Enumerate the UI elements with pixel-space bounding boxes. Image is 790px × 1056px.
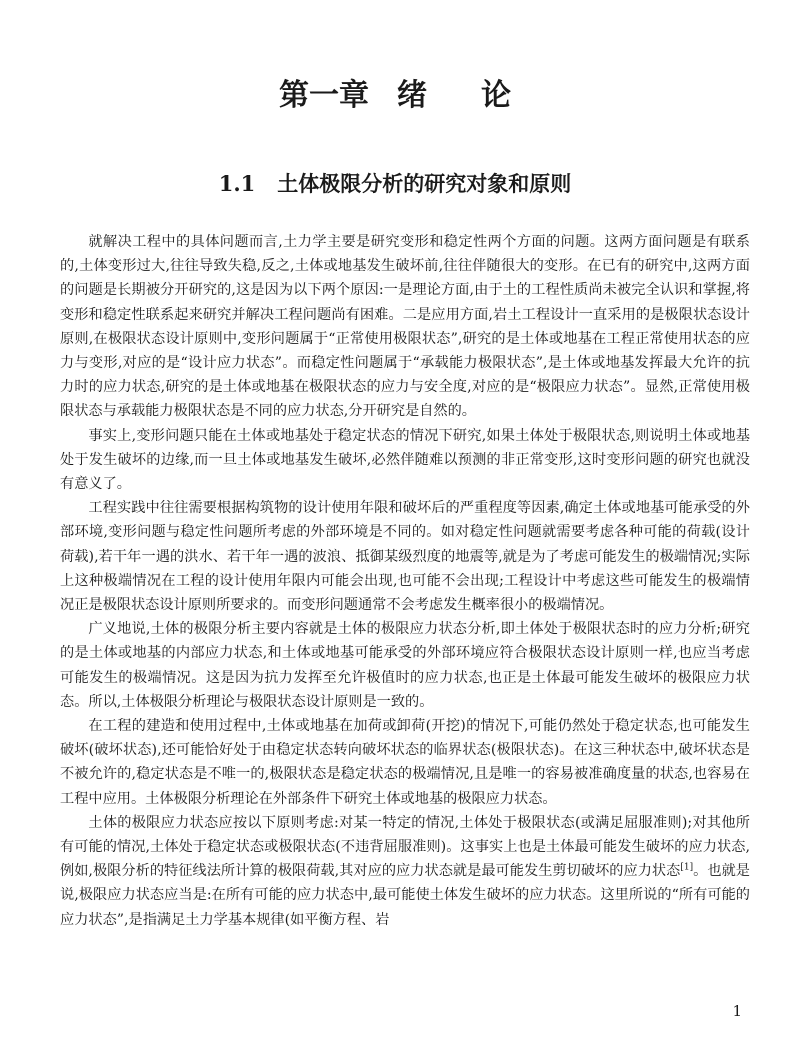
citation-reference: [1] [680, 862, 694, 873]
page-number: 1 [732, 1002, 742, 1020]
section-heading [0, 168, 790, 198]
paragraph-text: 土体的极限应力状态应按以下原则考虑:对某一特定的情况,土体处于极限状态(或满足屈服准则);对其他所有可能的情况,土体处于稳定状态或极限状态(不违背屈服准则)。这事实上也是土体最可能发生破坏的应力状态,例如,极限分析的特征线法所计算的极限荷载,其对应的应力状态就是最可能发生剪切破坏的应力状态 [60, 814, 750, 880]
paragraph-text: 。也就是说,极限应力状态应当是:在所有可能的应力状态中,最可能使土体发生破坏的应力状态。这里所说的“所有可能的应力状态”,是指满足土力学基本规律(如平衡方程、岩 [60, 863, 750, 928]
paragraph: 事实上,变形问题只能在土体或地基处于稳定状态的情况下研究,如果土体处于极限状态,则说明土体或地基处于发生破坏的边缘,而一旦土体或地基发生破坏,必然伴随难以预测的非正常变形,这时变形问题的研究也就没有意义了。 [60, 427, 750, 493]
chapter-title [0, 70, 790, 114]
chapter-word-2: 论 [481, 78, 511, 113]
chapter-word-1: 绪 [397, 78, 427, 113]
body-text [60, 230, 750, 932]
paragraph: 广义地说,土体的极限分析主要内容就是土体的极限应力状态分析,即土体处于极限状态时的应力分析;研究的是土体或地基的内部应力状态,和土体或地基可能承受的外部环境应符合极限状态设计原则一样,也应当考虑可能发生的极端情况。这是因为抗力发挥至允许极值时的应力状态,也正是土体最可能发生破坏的极限应力状态。所以,土体极限分析理论与极限状态设计原则是一致的。 [60, 621, 750, 710]
paragraph [60, 811, 750, 932]
section-number: 1.1 [218, 171, 256, 196]
chapter-label: 第一章 [279, 78, 369, 113]
paragraph: 就解决工程中的具体问题而言,土力学主要是研究变形和稳定性两个方面的问题。这两方面问题是有联系的,土体变形过大,往往导致失稳,反之,土体或地基发生破坏前,往往伴随很大的变形。在已有的研究中,这两方面的问题是长期被分开研究的,这是因为以下两个原因:一是理论方面,由于土的工程性质尚未被完全认识和掌握,将变形和稳定性联系起来研究并解决工程问题尚有困难。二是应用方面,岩土工程设计一直采用的是极限状态设计原则,在极限状态设计原则中,变形问题属于“正常使用极限状态”,研究的是土体或地基在工程正常使用状态的应力与变形,对应的是“设计应力状态”。而稳定性问题属于“承载能力极限状态”,是土体或地基发挥最大允许的抗力时的应力状态,研究的是土体或地基在极限状态的应力与安全度,对应的是“极限应力状态”。显然,正常使用极限状态与承载能力极限状态是不同的应力状态,分开研究是自然的。 [60, 234, 750, 420]
section-title: 土体极限分析的研究对象和原则 [277, 172, 572, 196]
paragraph: 在工程的建造和使用过程中,土体或地基在加荷或卸荷(开挖)的情况下,可能仍然处于稳定状态,也可能发生破坏(破坏状态),还可能恰好处于由稳定状态转向破坏状态的临界状态(极限状态)。在这三种状态中,破坏状态是不被允许的,稳定状态是不唯一的,极限状态是稳定状态的极端情况,且是唯一的容易被准确度量的状态,也容易在工程中应用。土体极限分析理论在外部条件下研究土体或地基的极限应力状态。 [60, 718, 750, 807]
paragraph: 工程实践中往往需要根据构筑物的设计使用年限和破坏后的严重程度等因素,确定土体或地基可能承受的外部环境,变形问题与稳定性问题所考虑的外部环境是不同的。如对稳定性问题就需要考虑各种可能的荷载(设计荷载),若干年一遇的洪水、若干年一遇的波浪、抵御某级烈度的地震等,就是为了考虑可能发生的极端情况;实际上这种极端情况在工程的设计使用年限内可能会出现,也可能不会出现;工程设计中考虑这些可能发生的极端情况正是极限状态设计原则所要求的。而变形问题通常不会考虑发生概率很小的极端情况。 [60, 500, 750, 614]
